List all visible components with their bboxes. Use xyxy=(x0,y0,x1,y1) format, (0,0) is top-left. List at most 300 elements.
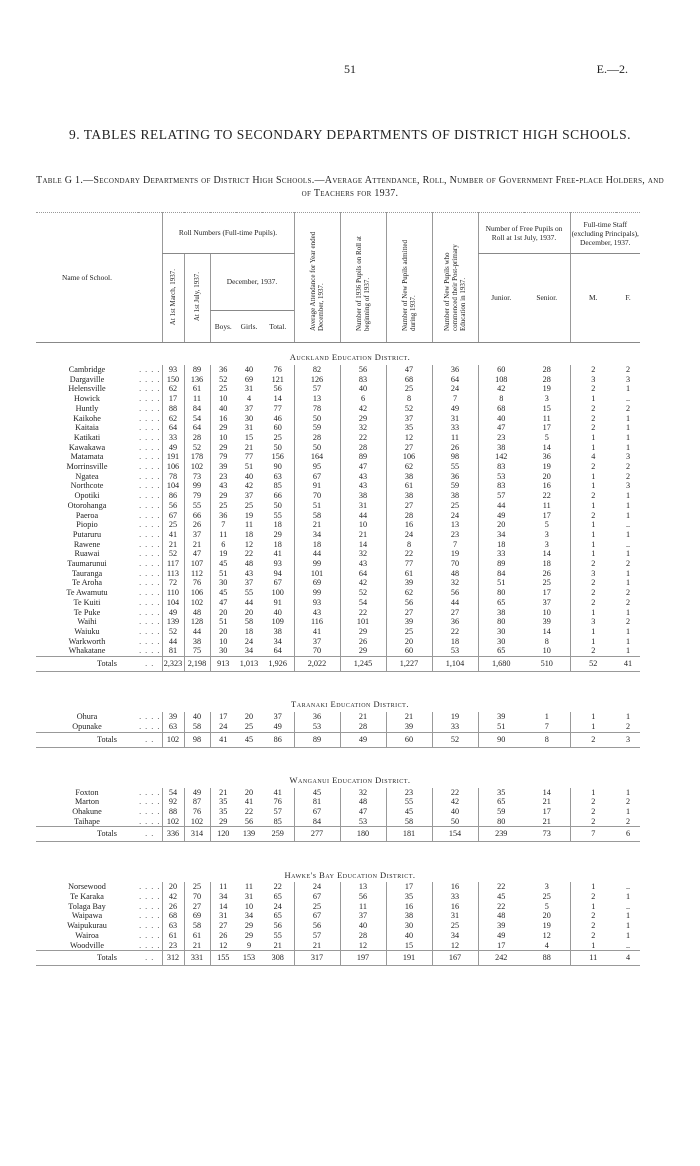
secondary-departments-table xyxy=(36,212,664,966)
table-cell: 22 xyxy=(432,627,478,637)
table-row xyxy=(36,637,664,647)
table-cell: 48 xyxy=(340,797,386,807)
table-cell: 36 xyxy=(210,511,236,521)
table-cell: 36 xyxy=(432,365,478,375)
table-cell: 63 xyxy=(273,471,282,481)
table-cell: 19 xyxy=(542,384,551,394)
table-cell: 39 xyxy=(162,712,184,722)
table-cell: 61 xyxy=(386,569,432,579)
table-cell: 11 xyxy=(542,413,551,423)
table-cell: 101 xyxy=(340,617,386,627)
table-cell: 28 xyxy=(294,433,340,443)
leader-dots: . . xyxy=(138,951,162,966)
table-cell: 51 xyxy=(244,462,254,472)
table-cell: 12 xyxy=(542,930,551,940)
table-cell: 67 xyxy=(162,511,184,521)
table-cell: 42 xyxy=(244,481,254,491)
leader-dots: . . . . xyxy=(139,797,161,807)
table-cell: 67 xyxy=(273,578,282,588)
table-cell: 1 xyxy=(570,540,616,550)
table-cell: 48 xyxy=(432,569,478,579)
table-cell: 27 xyxy=(210,921,236,931)
table-cell: 98 xyxy=(432,452,478,462)
table-cell: 18 xyxy=(478,540,524,550)
total-cell: 4 xyxy=(616,951,640,966)
leader-dots: . . . . xyxy=(139,413,161,423)
table-cell: 32 xyxy=(340,788,386,798)
table-cell: 2 xyxy=(625,721,631,731)
table-cell: 70 xyxy=(184,892,210,902)
table-cell: 31 xyxy=(244,423,254,433)
table-cell: 37 xyxy=(244,403,254,413)
table-cell: 27 xyxy=(386,443,432,453)
table-header xyxy=(36,213,664,343)
table-cell: 22 xyxy=(432,788,478,798)
table-cell: 17 xyxy=(210,712,236,722)
table-cell: 90 xyxy=(273,462,282,472)
table-cell: 10 xyxy=(542,607,551,617)
table-cell: 29 xyxy=(244,921,254,931)
table-cell: 40 xyxy=(273,607,282,617)
table-cell: 88 xyxy=(162,404,184,414)
table-cell: 37 xyxy=(244,491,254,501)
table-cell: 67 xyxy=(294,892,340,902)
table-cell: 43 xyxy=(210,481,236,491)
table-cell: 108 xyxy=(478,375,524,385)
table-cell: 112 xyxy=(184,569,210,579)
table-cell: 22 xyxy=(478,902,524,912)
table-cell: 17 xyxy=(542,423,551,433)
table-cell: 29 xyxy=(273,529,282,539)
table-cell: 1 xyxy=(570,433,616,443)
table-cell: 11 xyxy=(542,500,551,510)
table-cell: 8 xyxy=(386,540,432,550)
table-cell: 49 xyxy=(273,721,282,731)
table-row xyxy=(36,902,664,912)
table-cell: 21 xyxy=(294,941,340,951)
table-cell: .. xyxy=(625,520,631,530)
table-cell: 3 xyxy=(570,617,616,627)
table-cell: 77 xyxy=(244,452,254,462)
table-cell: 14 xyxy=(542,549,551,559)
table-cell: 3 xyxy=(625,374,631,384)
table-cell: 34 xyxy=(244,646,254,656)
table-row xyxy=(36,817,664,827)
table-row xyxy=(36,646,664,656)
table-row xyxy=(36,941,664,951)
table-cell: 13 xyxy=(294,394,340,404)
table-cell: 59 xyxy=(294,423,340,433)
table-cell: 19 xyxy=(542,462,551,472)
table-cell: 12 xyxy=(340,941,386,951)
table-cell: 64 xyxy=(340,569,386,579)
totals-row xyxy=(36,732,664,747)
table-row xyxy=(36,433,664,443)
table-cell: 38 xyxy=(432,491,478,501)
table-cell: .. xyxy=(625,901,631,911)
table-cell: 36 xyxy=(432,617,478,627)
table-cell: 14 xyxy=(273,394,282,404)
table-cell: 21 xyxy=(340,712,386,722)
table-cell: 38 xyxy=(386,491,432,501)
table-cell: 1 xyxy=(625,413,631,423)
table-cell: 150 xyxy=(162,375,184,385)
table-cell: 5 xyxy=(544,432,549,442)
table-cell: 23 xyxy=(432,530,478,540)
table-cell: 43 xyxy=(340,472,386,482)
table-cell: 79 xyxy=(210,452,236,462)
table-cell: 30 xyxy=(386,921,432,931)
table-cell: 100 xyxy=(271,588,284,598)
total-cell: 317 xyxy=(294,951,340,966)
table-cell: 73 xyxy=(184,472,210,482)
table-cell: 35 xyxy=(210,807,236,817)
table-cell: 4 xyxy=(570,452,616,462)
school-name: Te Aroha xyxy=(71,578,103,588)
table-cell: 62 xyxy=(386,588,432,598)
total-cell: 86 xyxy=(262,732,294,747)
table-cell: 2 xyxy=(570,491,616,501)
table-cell: 29 xyxy=(244,930,254,940)
col-average-attendance: Average Attendance for Year ended December, 1937. xyxy=(294,213,340,343)
total-cell: 52 xyxy=(432,732,478,747)
table-cell: 37 xyxy=(386,414,432,424)
table-cell: 47 xyxy=(340,462,386,472)
table-cell: 1 xyxy=(570,481,616,491)
table-cell: 17 xyxy=(542,806,551,816)
total-cell: 89 xyxy=(294,732,340,747)
table-cell: 8 xyxy=(386,394,432,404)
table-cell: 31 xyxy=(432,911,478,921)
table-cell: 61 xyxy=(386,481,432,491)
leader-dots: . . . . xyxy=(139,921,161,931)
table-cell: 35 xyxy=(210,797,236,807)
table-cell: 56 xyxy=(386,598,432,608)
table-cell: 1 xyxy=(570,549,616,559)
table-cell: 25 xyxy=(273,432,282,442)
table-cell: 89 xyxy=(340,452,386,462)
table-cell: 51 xyxy=(478,578,524,588)
table-cell: 49 xyxy=(478,511,524,521)
table-cell: 30 xyxy=(244,413,254,423)
table-row xyxy=(36,797,664,807)
table-cell: 28 xyxy=(184,433,210,443)
table-cell: 64 xyxy=(273,646,282,656)
table-cell: 1 xyxy=(570,882,616,892)
table-cell: 31 xyxy=(340,501,386,511)
table-cell: 25 xyxy=(210,384,236,394)
table-cell: 10 xyxy=(210,394,236,404)
table-cell: 99 xyxy=(294,559,340,569)
table-cell: 28 xyxy=(386,511,432,521)
leader-dots: . . . . xyxy=(139,911,161,921)
spacer-cell xyxy=(36,747,664,766)
table-cell: 93 xyxy=(273,559,282,569)
table-cell: 82 xyxy=(294,365,340,375)
school-name: Warkworth xyxy=(68,636,106,646)
table-cell: 52 xyxy=(162,627,184,637)
table-row xyxy=(36,588,664,598)
table-cell: 55 xyxy=(273,930,282,940)
table-cell: 22 xyxy=(340,433,386,443)
table-cell: 156 xyxy=(271,452,284,462)
table-cell: 42 xyxy=(340,404,386,414)
table-cell: 17 xyxy=(162,394,184,404)
school-name: Taumarunui xyxy=(67,559,107,569)
table-cell: 93 xyxy=(162,365,184,375)
leader-dots: . . . . xyxy=(139,607,161,617)
table-row xyxy=(36,462,664,472)
table-cell: 1 xyxy=(570,501,616,511)
col-staff-male: M. xyxy=(570,254,616,343)
table-cell: 42 xyxy=(340,578,386,588)
table-cell: 83 xyxy=(340,375,386,385)
table-row xyxy=(36,365,664,375)
table-cell: 20 xyxy=(210,608,236,618)
table-cell: 49 xyxy=(478,931,524,941)
table-cell: 3 xyxy=(544,539,549,549)
table-cell: 102 xyxy=(184,598,210,608)
table-row xyxy=(36,375,664,385)
table-cell: 2 xyxy=(570,817,616,827)
school-name: Norsewood xyxy=(68,882,106,892)
table-cell: 16 xyxy=(386,520,432,530)
table-cell: 47 xyxy=(210,598,236,608)
table-row xyxy=(36,520,664,530)
table-cell: 21 xyxy=(210,788,236,798)
table-cell: 47 xyxy=(386,365,432,375)
table-cell: 29 xyxy=(340,414,386,424)
table-cell: 18 xyxy=(542,559,551,569)
total-cell: 167 xyxy=(432,951,478,966)
table-cell: 33 xyxy=(432,722,478,732)
total-cell: 336 xyxy=(162,827,184,842)
table-cell: 21 xyxy=(184,540,210,550)
table-cell: 52 xyxy=(162,549,184,559)
table-cell: 1 xyxy=(570,608,616,618)
school-name: Woodville xyxy=(70,940,104,950)
table-cell: 106 xyxy=(162,462,184,472)
table-cell: 24 xyxy=(294,882,340,892)
table-cell: 88 xyxy=(162,807,184,817)
col-total: Total. xyxy=(262,311,294,343)
leader-dots: . . . . xyxy=(139,617,161,627)
table-cell: 69 xyxy=(244,374,254,384)
leader-dots: . . . . xyxy=(139,930,161,940)
table-cell: 2 xyxy=(570,646,616,656)
table-cell: 28 xyxy=(340,443,386,453)
table-cell: 30 xyxy=(210,578,236,588)
table-cell: 21 xyxy=(184,941,210,951)
table-cell: 80 xyxy=(478,817,524,827)
school-name: Whakatane xyxy=(68,646,106,656)
table-cell: 28 xyxy=(340,931,386,941)
table-cell: 25 xyxy=(432,921,478,931)
table-cell: 39 xyxy=(386,578,432,588)
table-cell: 30 xyxy=(478,627,524,637)
leader-dots: . . . . xyxy=(139,892,161,902)
table-row xyxy=(36,807,664,817)
table-cell: 18 xyxy=(273,539,282,549)
table-row xyxy=(36,443,664,453)
table-cell: 2 xyxy=(570,462,616,472)
table-cell: 40 xyxy=(244,471,254,481)
table-cell: 25 xyxy=(432,501,478,511)
table-cell: 31 xyxy=(244,384,254,394)
table-cell: 2 xyxy=(625,797,631,807)
table-cell: 40 xyxy=(244,365,254,374)
table-cell: 44 xyxy=(478,501,524,511)
school-name: Katikati xyxy=(73,432,101,442)
table-cell: 18 xyxy=(244,626,254,636)
table-row xyxy=(36,472,664,482)
table-cell: 2 xyxy=(625,588,631,598)
table-cell: 33 xyxy=(478,549,524,559)
leader-dots: . . xyxy=(138,827,162,842)
table-cell: 15 xyxy=(386,941,432,951)
table-cell: 29 xyxy=(210,491,236,501)
total-cell: 1,680 xyxy=(478,657,524,672)
table-cell: 25 xyxy=(542,892,551,902)
table-cell: 62 xyxy=(162,414,184,424)
table-cell: 109 xyxy=(271,617,284,627)
table-cell: 47 xyxy=(184,549,210,559)
table-cell: 26 xyxy=(184,520,210,530)
school-name: Ruawai xyxy=(74,549,100,559)
table-cell: 14 xyxy=(210,902,236,912)
total-cell: 510 xyxy=(524,657,570,672)
table-cell: 85 xyxy=(273,481,282,491)
table-cell: 8 xyxy=(478,394,524,404)
table-row xyxy=(36,892,664,902)
table-cell: 20 xyxy=(162,882,184,892)
table-cell: 13 xyxy=(340,882,386,892)
table-cell: 65 xyxy=(478,797,524,807)
district-heading: Auckland Education District. xyxy=(289,352,411,363)
table-cell: 81 xyxy=(162,646,184,656)
table-cell: 40 xyxy=(210,404,236,414)
school-name: Opunake xyxy=(72,721,102,731)
table-cell: 56 xyxy=(432,588,478,598)
table-cell: 101 xyxy=(294,569,340,579)
table-cell: 68 xyxy=(478,404,524,414)
table-cell: 164 xyxy=(294,452,340,462)
total-cell: 154 xyxy=(432,827,478,842)
col-boys: Boys. xyxy=(210,311,236,343)
table-cell: 2 xyxy=(570,598,616,608)
table-cell: 65 xyxy=(478,646,524,656)
table-cell: 48 xyxy=(478,911,524,921)
table-cell: 43 xyxy=(244,568,254,578)
table-cell: 20 xyxy=(244,787,254,797)
table-cell: 54 xyxy=(184,414,210,424)
table-cell: 11 xyxy=(210,530,236,540)
total-cell: 102 xyxy=(162,732,184,747)
table-cell: 27 xyxy=(184,902,210,912)
table-cell: 1 xyxy=(625,500,631,510)
table-cell: 2 xyxy=(570,384,616,394)
leader-dots: . . . . xyxy=(139,636,161,646)
school-name: Te Puke xyxy=(73,607,101,617)
table-cell: 1 xyxy=(544,712,549,722)
leader-dots: . . . . xyxy=(139,374,161,384)
col-junior: Junior. xyxy=(478,254,524,343)
table-cell: 102 xyxy=(184,462,210,472)
table-cell: 1 xyxy=(570,941,616,951)
table-row xyxy=(36,722,664,732)
col-senior: Senior. xyxy=(524,254,570,343)
totals-label: Totals xyxy=(36,732,138,747)
total-cell: 913 xyxy=(210,657,236,672)
table-cell: 10 xyxy=(244,901,254,911)
school-name: Otorohanga xyxy=(67,500,107,510)
leader-dots: . . . . xyxy=(139,423,161,433)
school-name: Cambridge xyxy=(68,365,106,374)
table-cell: 2 xyxy=(625,365,631,374)
school-name: Marton xyxy=(74,797,100,807)
table-cell: 1 xyxy=(625,529,631,539)
table-cell: 1 xyxy=(625,712,631,722)
leader-dots: . . . . xyxy=(139,882,161,892)
table-cell: 1 xyxy=(625,423,631,433)
table-cell: 21 xyxy=(294,520,340,530)
table-cell: 52 xyxy=(184,443,210,453)
school-name: Wairoa xyxy=(75,930,99,940)
table-cell: 44 xyxy=(294,549,340,559)
total-cell: 1,227 xyxy=(386,657,432,672)
document-reference: E.—2. xyxy=(596,62,628,76)
table-cell: 64 xyxy=(184,423,210,433)
table-cell: 22 xyxy=(244,549,254,559)
table-cell: 1 xyxy=(625,510,631,520)
leader-dots: . . . . xyxy=(139,901,161,911)
table-row xyxy=(36,882,664,892)
table-cell: 25 xyxy=(386,627,432,637)
table-cell: 16 xyxy=(542,481,551,491)
table-cell: 1 xyxy=(625,806,631,816)
table-cell: 67 xyxy=(294,911,340,921)
table-cell: 31 xyxy=(244,892,254,902)
table-cell: 65 xyxy=(273,892,282,902)
table-cell: 21 xyxy=(542,816,551,826)
table-cell: 1 xyxy=(625,607,631,617)
table-cell: 1 xyxy=(570,712,616,722)
table-cell: 30 xyxy=(210,646,236,656)
table-cell: 40 xyxy=(478,414,524,424)
leader-dots: . . . . xyxy=(139,432,161,442)
table-cell: 13 xyxy=(432,520,478,530)
leader-dots: . . . . xyxy=(139,712,161,722)
table-cell: 53 xyxy=(340,817,386,827)
table-cell: 1 xyxy=(570,637,616,647)
table-cell: 38 xyxy=(273,626,282,636)
table-cell: 8 xyxy=(544,636,549,646)
total-cell: 191 xyxy=(386,951,432,966)
table-cell: 1 xyxy=(625,892,631,902)
table-cell: 106 xyxy=(386,452,432,462)
table-cell: 91 xyxy=(273,597,282,607)
table-cell: 20 xyxy=(210,627,236,637)
table-cell: .. xyxy=(625,539,631,549)
totals-label: Totals xyxy=(36,657,138,672)
table-cell: 20 xyxy=(478,520,524,530)
table-cell: 21 xyxy=(162,540,184,550)
total-cell: 308 xyxy=(262,951,294,966)
table-cell: 4 xyxy=(246,394,252,404)
table-cell: 56 xyxy=(294,921,340,931)
total-cell: 1,926 xyxy=(262,657,294,672)
table-cell: 85 xyxy=(273,816,282,826)
